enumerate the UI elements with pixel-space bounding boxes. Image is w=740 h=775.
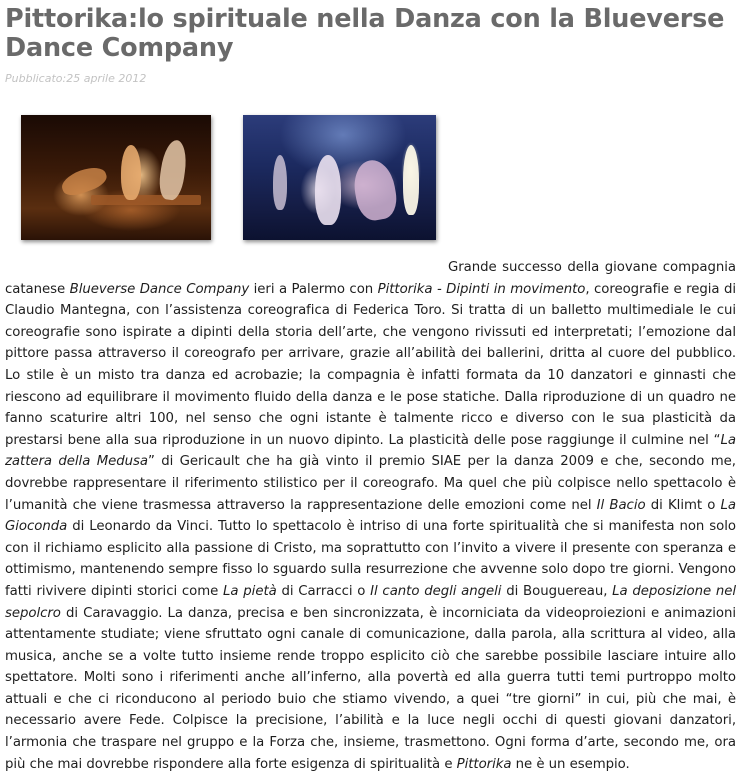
photo-dancer-shape: [157, 139, 189, 202]
show-title: Pittorika: [456, 756, 512, 772]
photo-dancer-shape: [350, 157, 400, 223]
article-text: ieri a Palermo con: [249, 281, 378, 297]
article-text: ne è un esempio.: [511, 756, 630, 772]
dance-photo-warm[interactable]: [21, 115, 211, 240]
painting-title: La Gioconda: [5, 497, 736, 535]
painting-title: La deposizione nel sepolcro: [5, 583, 737, 621]
dance-photo-blue[interactable]: [243, 115, 436, 240]
painting-title: La pietà: [223, 583, 277, 599]
photo-dancer-shape: [315, 155, 341, 225]
article-text: di Leonardo da Vinci. Tutto lo spettacolo è intriso di una forte spiritualità che si manifesta non solo con il richiamo esplicito alla passione di Cristo, ma soprattutto con l’invito a vivere il presente con speranza e ottimismo, mantenendo sempre fisso lo sguardo sulla resurrezione che avvenne solo dopo tre giorni. Vengono fatti rivivere dipinti storici come: [5, 519, 736, 599]
painting-title: La zattera della Medusa: [5, 432, 736, 470]
painting-title: Il canto degli angeli: [370, 583, 502, 599]
article-body: [5, 257, 736, 775]
article-text: , coreografie e regia di Claudio Mantegna, con l’assistenza coreografica di Federica Toro. Si tratta di un balletto multimediale le cui coreografie sono ispirate a dipinti della storia dell’arte, che vengono rivissuti ed interpretati; l’emozione dal pittore passa attraverso il coreografo per arrivare, grazie all’abilità dei ballerini, dritta al cuore del pubblico. Lo stile è un misto tra danza ed acrobazie; la compagnia è infatti formata da 10 danzatori e ginnasti che riescono ad equilibrare il movimento fluido della danza e le pose statiche. Dalla riproduzione di un quadro ne fanno scaturire altri 100, nel senso che ogni istante è talmente ricco e diverso con le sua plasticità da prestarsi bene alla sua riproduzione in un nuovo dipinto. La plasticità delle pose raggiunge il culmine nel “: [5, 281, 736, 448]
post-date: Pubblicato:25 aprile 2012: [5, 72, 147, 85]
blog-post: [5, 0, 736, 775]
article-text: Grande successo della giovane compagnia catanese: [5, 260, 736, 297]
article-text: di Carracci o: [276, 583, 371, 599]
photo-dancer-shape: [273, 155, 287, 210]
show-title: Pittorika - Dipinti in movimento: [377, 281, 586, 297]
article-text: ” di Gericault che ha già vinto il premio SIAE per la danza 2009 e che, secondo me, dovrebbe rappresentare il riferimento stilistico per il coreografo. Ma quel che più colpisce nello spettacolo è l’umanità che viene trasmessa attraverso la rappresentazione delle emozioni come nel: [5, 454, 736, 513]
photo-dancer-shape: [403, 145, 419, 215]
photo-dancer-shape: [121, 145, 141, 200]
article-text: di Klimt o: [645, 497, 721, 513]
painting-title: Il Bacio: [596, 497, 646, 513]
post-title: Pittorika:lo spirituale nella Danza con la Blueverse Dance Company: [5, 4, 725, 63]
article-text: di Bouguereau,: [501, 583, 613, 599]
photo-dancer-shape: [59, 163, 110, 199]
photo-gallery: [5, 102, 736, 266]
photo-stage-shape: [91, 195, 201, 205]
company-name: Blueverse Dance Company: [69, 281, 250, 297]
article-text: di Caravaggio. La danza, precisa e ben sincronizzata, è incorniciata da videoproiezioni e animazioni attentamente studiate; viene sfruttato ogni canale di comunicazione, dalla parola, alla scrittura al video, alla musica, anche se a volte tutto insieme rende troppo esplicito ciò che sarebbe possibile lasciare intuire allo spettatore. Molti sono i riferimenti anche all’inferno, alla povertà ed alla guerra tutti temi purtroppo molto attuali e che ci riconducono al periodo buio che stiamo vivendo, a quei “tre giorni” in cui, più che mai, è necessario avere Fede. Colpisce la precisione, l’abilità e la luce negli occhi di questi giovani danzatori, l’armonia che traspare nel gruppo e la Forza che, insieme, trasmettono. Ogni forma d’arte, secondo me, ora più che mai dovrebbe rispondere alla forte esigenza di spiritualità e: [5, 605, 736, 772]
